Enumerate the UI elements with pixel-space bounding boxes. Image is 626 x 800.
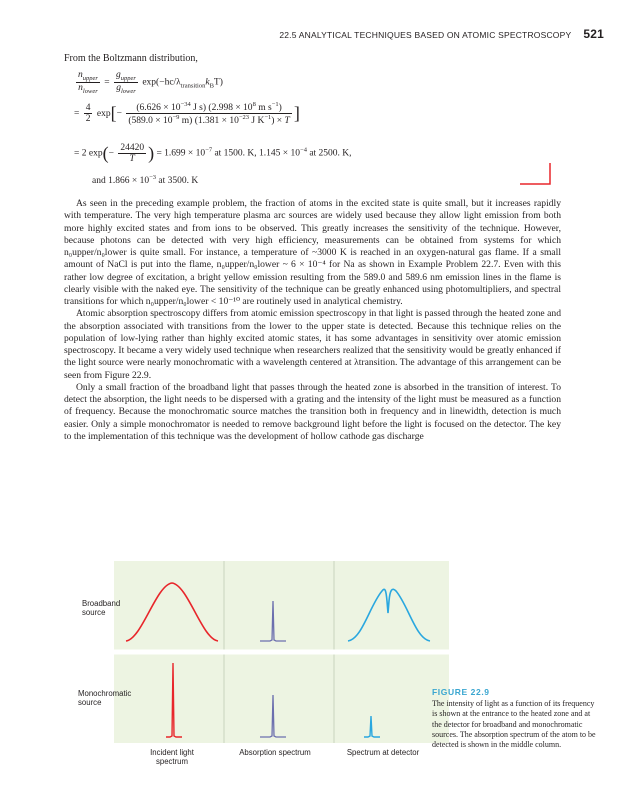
eq3-num: 24420 xyxy=(120,143,145,153)
eq1-sub: transition xyxy=(180,82,206,90)
equation-line-3: = 2 exp(− $\frac{24420}{T}$ ) = $1.699 \times 10^{-7}$ at 1500. K, $1.145 \times 10^{-4}$ at 2500. K, xyxy=(74,143,352,164)
page-number: 521 xyxy=(583,27,604,41)
eq2-den: (589.0 × 10 xyxy=(128,116,173,127)
paragraph-3: Only a small fraction of the broadband light that passes through the heated zone is absorbed in the transition of interest. To detect the absorption, the light needs to be dispersed with a grating and the intensity of the light must be measured as a function of frequency. Because the monochromatic source matches the transition both in frequency and in linewidth, detection is much easier. Only a simple monochromator is needed to remove background light before the light is focused on the detector. The key to the implementation of this technique was the development of hollow cathode gas discharge xyxy=(64,381,561,442)
eq3-result: = 1.699 × 10 xyxy=(156,148,206,159)
equation-line-4: and $1.866 \times 10^{-3}$ at 3500. K xyxy=(92,174,199,187)
eq4-end: at 3500. K xyxy=(156,176,199,187)
eq1-exp: exp(−hc/λ xyxy=(142,77,181,88)
body-text xyxy=(64,198,561,443)
eq1-tail: T) xyxy=(213,77,223,88)
intro-line: From the Boltzmann distribution, xyxy=(64,53,198,64)
eq1-k: k xyxy=(205,77,210,88)
eq2-frac-num: 4 xyxy=(85,103,91,114)
caption-text: The intensity of light as a function of its frequency is shown at the entrance to the heated zone and at the detector for broadband and monochromatic sources. The absorption spectrum of the atom to be detected is shown in the middle column. xyxy=(432,699,596,750)
col-label-incident: Incident light spectrum xyxy=(150,748,194,766)
paragraph-2: Atomic absorption spectroscopy differs from atomic emission spectroscopy in that light is passed through the heated zone and the absorption associated with transitions from the lower to the upper state is detected. Because this technique relies on the population of low-lying rather than highly excited atomic states, it has some advantages in sensitivity over atomic emission spectroscopy. It became a very widely used technique when researchers realized that the sensitivity would be greatly enhanced if the light source were nearly monochromatic with a wavelength centered at λtransition. The advantage of this arrangement can be seen from Figure 22.9. xyxy=(64,308,561,381)
col-label-absorption: Absorption spectrum xyxy=(239,748,311,757)
eq4-text: and 1.866 × 10 xyxy=(92,176,150,187)
eq3-den: T xyxy=(129,154,135,164)
equation-line-2: = $\frac{4}{2}$ exp[− $\frac{(6.626 \times 10^{-34} J s) (2.998 \times 10^8 m s^{-1})}{(589.0 \times 10^{-9} m) (1.381 \times 10^{-23} J K^{-1}) \times T}$ ] xyxy=(74,101,300,127)
caption-title: FIGURE 22.9 xyxy=(432,687,490,697)
eq2-frac-den: 2 xyxy=(85,114,91,125)
running-title: 22.5 ANALYTICAL TECHNIQUES BASED ON ATOMIC SPECTROSCOPY xyxy=(279,30,572,40)
running-header xyxy=(279,27,604,41)
equation-line-1: $\frac{n_{upper}}{n_{lower}}$ = $\frac{g_{upper}}{g_{lower}}$ $\exp(-hc/\lambda_{transition}k_BT)$ xyxy=(78,70,223,95)
example-end-marker xyxy=(519,162,551,188)
row-label-broadband: Broadband source xyxy=(82,599,121,617)
paragraph-1: As seen in the preceding example problem, the fraction of atoms in the excited state is quite small, but it increases rapidly with temperature. The very high temperature plasma arc sources are widely used because they allow light emission from both more highly excited states and from ions to be observed. This greatly increases the sensitivity of the technique. However, because photons can be detected with very high efficiency, measurements can be obtained from systems for which n₀upper/n₀lower is quite small. For instance, a temperature of ~3000 K is reached in an oxygen-natural gas flame. If a small amount of NaCl is put into the flame, n₀upper/n₀lower ~ 6 × 10⁻⁴ for Na as shown in Example Problem 22.7. Even with this rather low degree of excitation, a bright yellow emission resulting from the 589.0 and 589.6 nm emission lines in the flame is clearly visible with the naked eye. The sensitivity of the technique can be greatly enhanced using photomultipliers, and spectral transitions for which n₀upper/n₀lower < 10⁻¹⁰ are routinely used in analytical chemistry. xyxy=(64,198,561,307)
figure-caption xyxy=(432,687,596,750)
eq2-num: (6.626 × 10 xyxy=(136,103,181,114)
eq3-rest: at 1500. K, 1.145 × 10 xyxy=(212,148,301,159)
eq3-rest2: at 2500. K, xyxy=(306,148,352,159)
col-label-detector: Spectrum at detector xyxy=(346,748,420,757)
row-label-monochromatic: Monochromatic source xyxy=(78,689,132,707)
